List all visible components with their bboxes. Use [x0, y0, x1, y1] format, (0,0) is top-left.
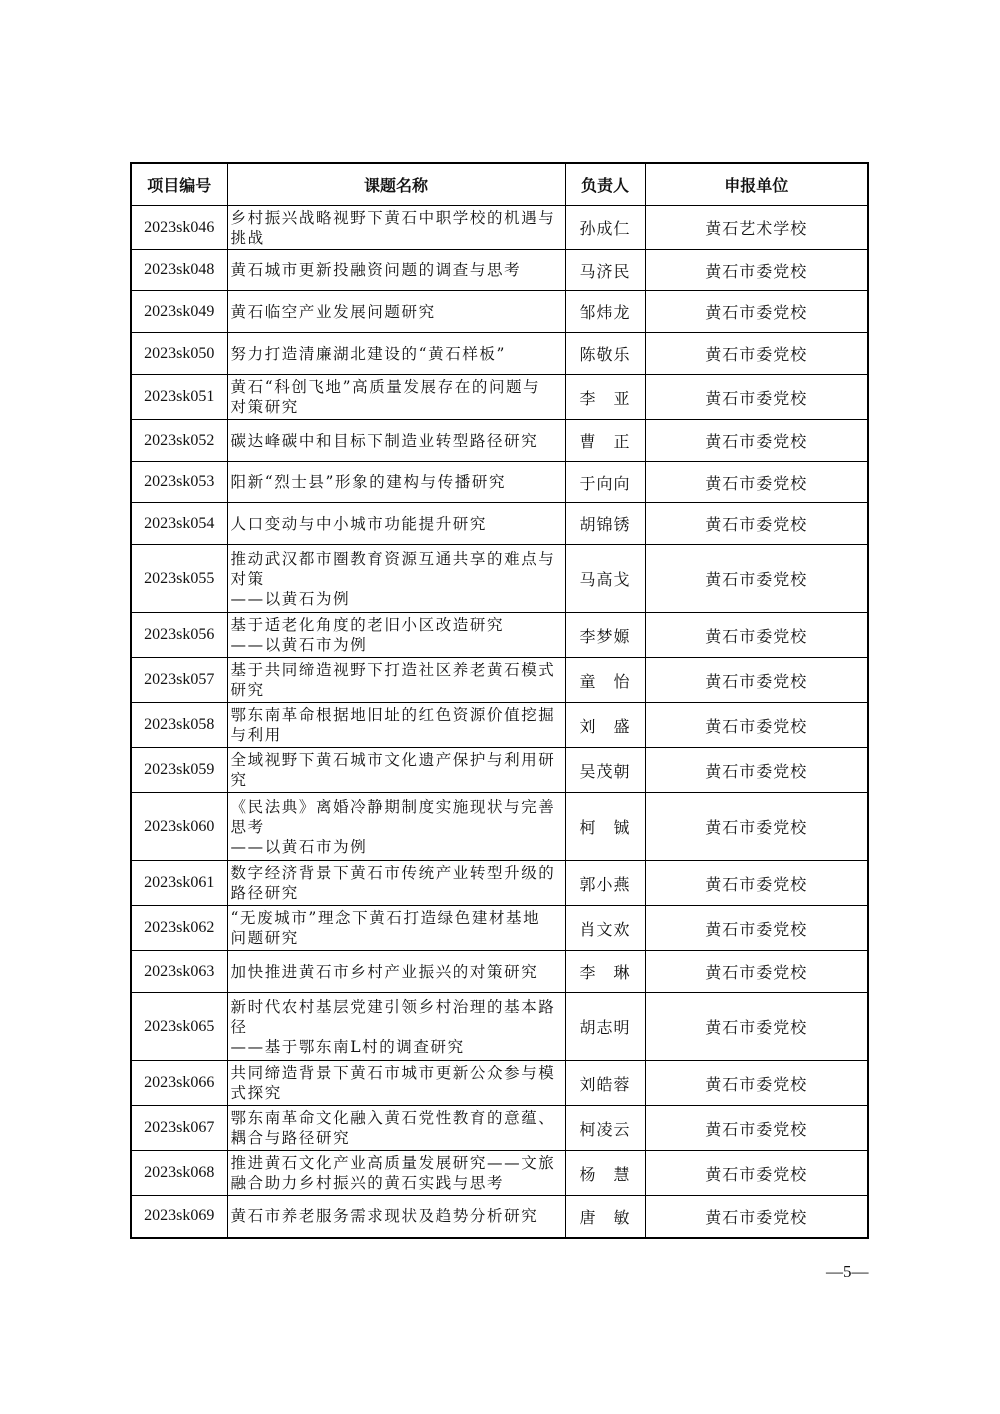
table-row [131, 906, 868, 951]
topic-title-line: 加快推进黄石市乡村产业振兴的对策研究 [230, 962, 539, 981]
topic-title-line: 新时代农村基层党建引领乡村治理的基本路 [230, 997, 556, 1016]
unit-cell: 黄石市委党校 [645, 861, 868, 906]
table-row [131, 545, 868, 613]
topic-title-cell [227, 1106, 565, 1151]
topic-title-cell [227, 951, 565, 993]
topic-title-line: 黄石“科创飞地”高质量发展存在的问题与 [230, 378, 541, 396]
leader-cell: 李梦嫄 [565, 613, 645, 658]
topic-title-cell [227, 545, 565, 613]
table-row [131, 462, 868, 503]
table-row [131, 951, 868, 993]
table-row [131, 291, 868, 333]
topic-title-line: 挑战 [230, 228, 265, 247]
unit-cell: 黄石市委党校 [645, 291, 868, 333]
topic-title-line: 《民法典》离婚冷静期制度实施现状与完善 [230, 797, 556, 816]
unit-cell: 黄石市委党校 [645, 375, 868, 420]
topic-title-line: 鄂东南革命文化融入黄石党性教育的意蕴、 [230, 1109, 556, 1127]
unit-cell: 黄石市委党校 [645, 250, 868, 291]
table-row [131, 503, 868, 545]
unit-cell: 黄石市委党校 [645, 951, 868, 993]
topic-title-line: 与利用 [230, 726, 282, 744]
project-id-cell: 2023sk067 [131, 1106, 227, 1151]
leader-cell: 唐 敏 [565, 1196, 645, 1238]
topic-title-line: 黄石城市更新投融资问题的调查与思考 [230, 261, 522, 279]
table-row [131, 1061, 868, 1106]
topic-title-cell [227, 613, 565, 658]
table-row [131, 861, 868, 906]
project-id-cell: 2023sk051 [131, 375, 227, 420]
leader-cell: 陈敬乐 [565, 333, 645, 375]
unit-cell: 黄石市委党校 [645, 793, 868, 861]
topic-title-line: 问题研究 [230, 929, 299, 947]
leader-cell: 杨 慧 [565, 1151, 645, 1196]
unit-cell: 黄石市委党校 [645, 703, 868, 748]
topic-title-line: 推动武汉都市圈教育资源互通共享的难点与 [230, 549, 556, 568]
table-body [131, 206, 868, 1238]
topic-title-cell [227, 462, 565, 503]
project-id-cell: 2023sk061 [131, 861, 227, 906]
leader-cell: 吴茂朝 [565, 748, 645, 793]
topic-title-line: 路径研究 [230, 884, 299, 902]
topic-title-cell [227, 1151, 565, 1196]
topic-title-cell [227, 793, 565, 861]
table-row [131, 748, 868, 793]
leader-cell: 马济民 [565, 250, 645, 291]
topic-title-line: 人口变动与中小城市功能提升研究 [230, 514, 488, 533]
header-row [131, 163, 868, 206]
leader-cell: 孙成仁 [565, 206, 645, 250]
topic-title-line: 乡村振兴战略视野下黄石中职学校的机遇与 [230, 208, 556, 227]
header-leader: 负责人 [565, 163, 645, 206]
project-id-cell: 2023sk069 [131, 1196, 227, 1238]
table-header [131, 163, 868, 206]
table-row [131, 793, 868, 861]
topic-title-cell [227, 658, 565, 703]
topic-title-cell [227, 993, 565, 1061]
project-id-cell: 2023sk058 [131, 703, 227, 748]
unit-cell: 黄石市委党校 [645, 658, 868, 703]
project-id-cell: 2023sk068 [131, 1151, 227, 1196]
table-row [131, 206, 868, 250]
topic-title-cell [227, 861, 565, 906]
topic-title-cell [227, 906, 565, 951]
topic-title-line: ——以黄石市为例 [230, 636, 368, 654]
topic-title-cell [227, 333, 565, 375]
unit-cell: 黄石市委党校 [645, 333, 868, 375]
leader-cell: 童 怡 [565, 658, 645, 703]
topic-title-line: 共同缔造背景下黄石市城市更新公众参与模 [230, 1064, 556, 1082]
unit-cell: 黄石艺术学校 [645, 206, 868, 250]
topic-title-line: ——以黄石市为例 [230, 837, 368, 856]
topic-title-line: 对策 [230, 569, 265, 588]
unit-cell: 黄石市委党校 [645, 1061, 868, 1106]
leader-cell: 曹 正 [565, 420, 645, 462]
header-topic-title: 课题名称 [227, 163, 565, 206]
topic-title-cell [227, 1061, 565, 1106]
table-row [131, 658, 868, 703]
topic-title-line: 基于共同缔造视野下打造社区养老黄石模式 [230, 661, 556, 679]
header-project-id: 项目编号 [131, 163, 227, 206]
table-row [131, 703, 868, 748]
topic-title-line: 全域视野下黄石城市文化遗产保护与利用研 [230, 751, 556, 769]
topic-title-cell [227, 1196, 565, 1238]
topic-title-cell [227, 748, 565, 793]
table-row [131, 375, 868, 420]
table-row [131, 1151, 868, 1196]
topic-title-line: 黄石临空产业发展问题研究 [230, 302, 436, 321]
project-id-cell: 2023sk065 [131, 993, 227, 1061]
topic-title-line: 式探究 [230, 1084, 282, 1102]
topic-title-line: 耦合与路径研究 [230, 1129, 351, 1147]
leader-cell: 李 琳 [565, 951, 645, 993]
unit-cell: 黄石市委党校 [645, 993, 868, 1061]
unit-cell: 黄石市委党校 [645, 1106, 868, 1151]
leader-cell: 柯 铖 [565, 793, 645, 861]
project-id-cell: 2023sk057 [131, 658, 227, 703]
project-id-cell: 2023sk056 [131, 613, 227, 658]
project-id-cell: 2023sk063 [131, 951, 227, 993]
leader-cell: 肖文欢 [565, 906, 645, 951]
project-id-cell: 2023sk062 [131, 906, 227, 951]
unit-cell: 黄石市委党校 [645, 748, 868, 793]
leader-cell: 胡锦锈 [565, 503, 645, 545]
project-id-cell: 2023sk066 [131, 1061, 227, 1106]
unit-cell: 黄石市委党校 [645, 462, 868, 503]
topic-title-line: 基于适老化角度的老旧小区改造研究 [230, 616, 505, 634]
topic-title-line: 对策研究 [230, 398, 299, 416]
project-id-cell: 2023sk060 [131, 793, 227, 861]
topic-title-line: ——以黄石为例 [230, 589, 351, 608]
topic-title-line: 数字经济背景下黄石市传统产业转型升级的 [230, 864, 556, 882]
project-id-cell: 2023sk049 [131, 291, 227, 333]
leader-cell: 于向向 [565, 462, 645, 503]
table-row [131, 1196, 868, 1238]
unit-cell: 黄石市委党校 [645, 503, 868, 545]
topic-title-cell [227, 206, 565, 250]
topic-title-line: 阳新“烈士县”形象的建构与传播研究 [230, 473, 507, 491]
topic-title-line: 径 [230, 1017, 248, 1036]
project-id-cell: 2023sk054 [131, 503, 227, 545]
leader-cell: 刘 盛 [565, 703, 645, 748]
table-row [131, 250, 868, 291]
table-row [131, 1106, 868, 1151]
topic-title-line: 推进黄石文化产业高质量发展研究——文旅 [230, 1154, 556, 1172]
leader-cell: 刘皓蓉 [565, 1061, 645, 1106]
table-row [131, 613, 868, 658]
topic-title-cell [227, 250, 565, 291]
project-id-cell: 2023sk059 [131, 748, 227, 793]
project-id-cell: 2023sk048 [131, 250, 227, 291]
leader-cell: 邹炜龙 [565, 291, 645, 333]
topic-title-line: 鄂东南革命根据地旧址的红色资源价值挖掘 [230, 706, 556, 724]
topic-title-line: 碳达峰碳中和目标下制造业转型路径研究 [230, 431, 539, 450]
unit-cell: 黄石市委党校 [645, 545, 868, 613]
page-number: —5— [826, 1262, 869, 1281]
project-id-cell: 2023sk046 [131, 206, 227, 250]
project-id-cell: 2023sk053 [131, 462, 227, 503]
topic-title-cell [227, 291, 565, 333]
unit-cell: 黄石市委党校 [645, 906, 868, 951]
unit-cell: 黄石市委党校 [645, 420, 868, 462]
topic-title-line: 思考 [230, 817, 265, 836]
table-row [131, 333, 868, 375]
header-unit: 申报单位 [645, 163, 868, 206]
unit-cell: 黄石市委党校 [645, 613, 868, 658]
topic-title-line: 究 [230, 771, 248, 789]
leader-cell: 郭小燕 [565, 861, 645, 906]
project-table [130, 162, 869, 1239]
topic-title-cell [227, 375, 565, 420]
project-id-cell: 2023sk055 [131, 545, 227, 613]
unit-cell: 黄石市委党校 [645, 1151, 868, 1196]
topic-title-line: “无废城市”理念下黄石打造绿色建材基地 [230, 909, 541, 927]
topic-title-cell [227, 420, 565, 462]
leader-cell: 柯凌云 [565, 1106, 645, 1151]
topic-title-cell [227, 703, 565, 748]
topic-title-line: 黄石市养老服务需求现状及趋势分析研究 [230, 1207, 539, 1226]
table-row [131, 993, 868, 1061]
topic-title-line: 努力打造清廉湖北建设的“黄石样板” [230, 344, 507, 363]
leader-cell: 马高戈 [565, 545, 645, 613]
project-id-cell: 2023sk050 [131, 333, 227, 375]
topic-title-line: 研究 [230, 681, 265, 699]
table-row [131, 420, 868, 462]
topic-title-line: ——基于鄂东南L村的调查研究 [230, 1037, 465, 1056]
leader-cell: 胡志明 [565, 993, 645, 1061]
unit-cell: 黄石市委党校 [645, 1196, 868, 1238]
topic-title-line: 融合助力乡村振兴的黄石实践与思考 [230, 1174, 505, 1192]
project-id-cell: 2023sk052 [131, 420, 227, 462]
leader-cell: 李 亚 [565, 375, 645, 420]
topic-title-cell [227, 503, 565, 545]
